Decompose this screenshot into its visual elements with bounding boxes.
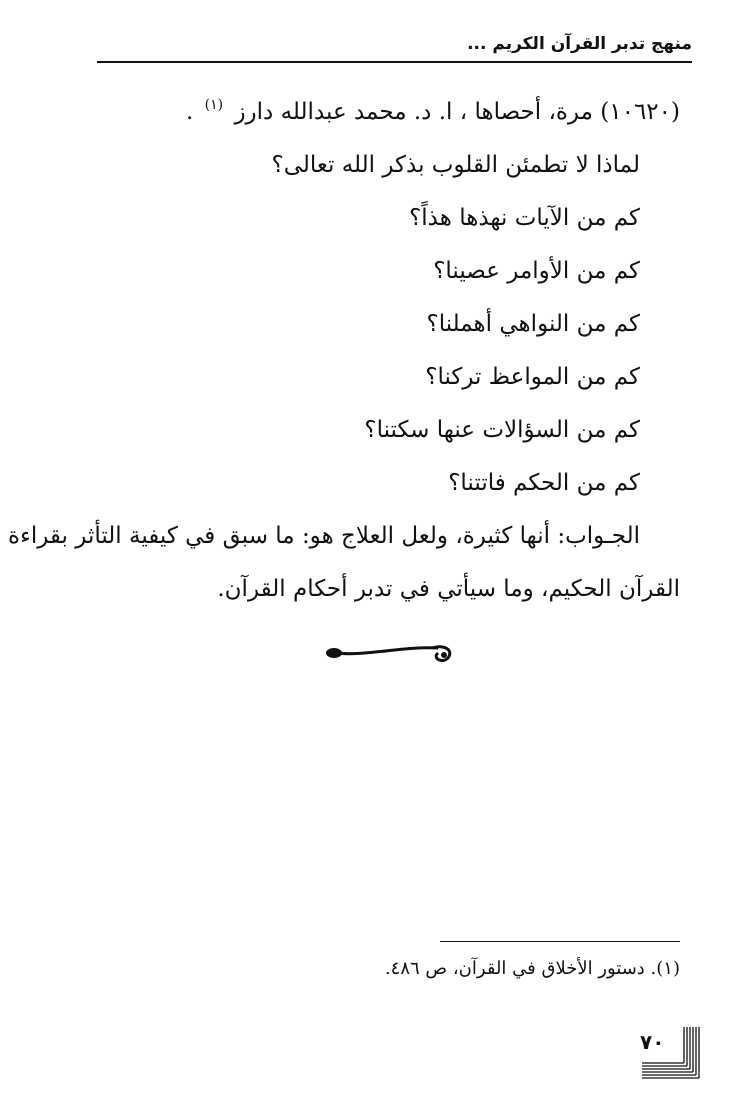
first-line-text: (١٠٦٢٠) مرة، أحصاها ، ا. د. محمد عبدالله دارز xyxy=(234,99,680,125)
answer-line-1: الجـواب: أنها كثيرة، ولعل العلاج هو: ما سبق في كيفية التأثر بقراءة xyxy=(7,523,640,549)
page-number: ٧٠ xyxy=(640,1030,665,1054)
running-header: منهج تدبر القرآن الكريم ... xyxy=(467,34,692,54)
question-3: كم من الأوامر عصينا؟ xyxy=(433,258,640,284)
header-rule xyxy=(97,61,692,63)
answer-line-2: القرآن الحكيم، وما سيأتي في تدبر أحكام القرآن. xyxy=(217,576,680,602)
footnote-rule xyxy=(440,941,680,942)
ornament-divider xyxy=(320,638,460,668)
body-text xyxy=(7,86,680,616)
first-line-end: . xyxy=(186,99,194,125)
footnote-marker: (١) xyxy=(204,97,224,113)
question-5: كم من المواعظ تركنا؟ xyxy=(425,364,640,390)
question-2: كم من الآيات نهذها هذاً؟ xyxy=(409,205,640,231)
question-7: كم من الحكم فاتتنا؟ xyxy=(448,470,640,496)
question-1: لماذا لا تطمئن القلوب بذكر الله تعالى؟ xyxy=(271,152,640,178)
first-line xyxy=(90,86,680,139)
question-4: كم من النواهي أهملنا؟ xyxy=(426,311,640,337)
footnote: (١). دستور الأخلاق في القرآن، ص ٤٨٦. xyxy=(384,958,680,979)
question-6: كم من السؤالات عنها سكتنا؟ xyxy=(364,417,640,443)
